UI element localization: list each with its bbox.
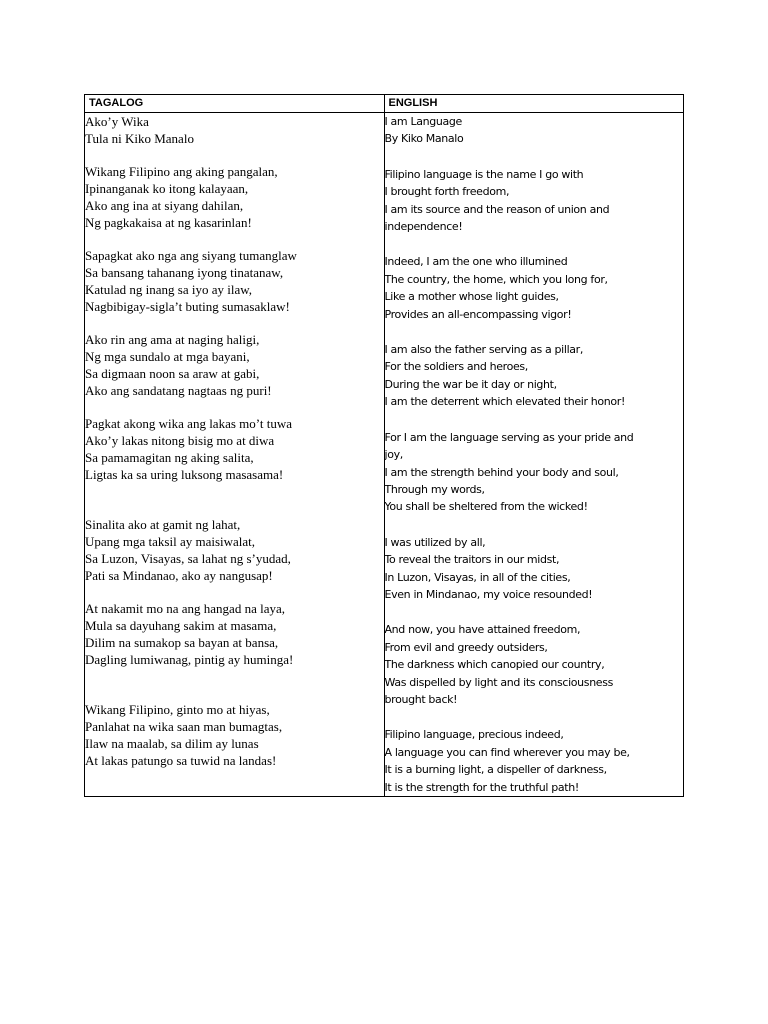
poem-line: Sapagkat ako nga ang siyang tumanglaw	[85, 248, 297, 263]
tagalog-stanza	[85, 163, 384, 231]
poem-line: Sinalita ako at gamit ng lahat,	[85, 517, 241, 532]
poem-line: Mula sa dayuhang sakim at masama,	[85, 618, 277, 633]
english-stanza	[385, 253, 684, 323]
poem-line: For I am the language serving as your pride and	[384, 430, 634, 444]
tagalog-stanza	[85, 516, 384, 584]
english-stanza	[385, 726, 684, 796]
tagalog-stanza	[85, 331, 384, 399]
poem-line: A language you can find wherever you may be,	[384, 745, 630, 759]
tagalog-stanza	[85, 415, 384, 483]
poem-line: Dagling lumiwanag, pintig ay huminga!	[85, 652, 294, 667]
poem-line: You shall be sheltered from the wicked!	[384, 500, 588, 514]
poem-line: I am also the father serving as a pillar,	[384, 343, 583, 357]
header-tagalog: TAGALOG	[85, 95, 385, 113]
poem-line: Upang mga taksil ay maisiwalat,	[85, 534, 256, 549]
poem-line: Ilaw na maalab, sa dilim ay lunas	[85, 736, 259, 751]
poem-line: The country, the home, which you long for,	[384, 272, 608, 286]
poem-line: Indeed, I am the one who illumined	[384, 255, 568, 269]
poem-line: It is a burning light, a dispeller of darkness,	[384, 763, 607, 777]
poem-line: Filipino language is the name I go with	[384, 167, 584, 181]
header-row	[85, 95, 684, 113]
poem-line: Sa Luzon, Visayas, sa lahat ng s’yudad,	[85, 551, 291, 566]
tagalog-stanza	[85, 600, 384, 668]
poem-line: From evil and greedy outsiders,	[384, 640, 548, 654]
poem-line: Ako ang sandatang nagtaas ng puri!	[85, 383, 272, 398]
poem-line: Ako’y lakas nitong bisig mo at diwa	[85, 433, 275, 448]
poem-line: Like a mother whose light guides,	[384, 290, 559, 304]
poem-line: For the soldiers and heroes,	[384, 360, 528, 374]
poem-line: I am the strength behind your body and soul,	[384, 465, 619, 479]
poem-line: Pati sa Mindanao, ako ay nangusap!	[85, 568, 273, 583]
english-stanza	[385, 341, 684, 411]
english-stanza	[385, 166, 684, 236]
poem-line: During the war be it day or night,	[384, 377, 557, 391]
poem-row	[85, 113, 684, 797]
poem-line: Wikang Filipino, ginto mo at hiyas,	[85, 702, 270, 717]
poem-line: Through my words,	[384, 482, 485, 496]
poem-translation-table	[84, 94, 684, 797]
english-stanza	[385, 534, 684, 604]
english-stanza	[385, 429, 684, 516]
poem-line: Ligtas ka sa uring luksong masasama!	[85, 467, 284, 482]
poem-line: Dilim na sumakop sa bayan at bansa,	[85, 635, 279, 650]
poem-line: Sa pamamagitan ng aking salita,	[85, 450, 254, 465]
poem-line: And now, you have attained freedom,	[384, 623, 581, 637]
poem-line: Ako rin ang ama at naging haligi,	[85, 332, 260, 347]
english-column	[384, 113, 684, 797]
poem-line: Even in Mindanao, my voice resounded!	[384, 587, 593, 601]
poem-line: Katulad ng inang sa iyo ay ilaw,	[85, 282, 253, 297]
tagalog-stanza	[85, 247, 384, 315]
poem-line: Ng mga sundalo at mga bayani,	[85, 349, 250, 364]
poem-line: Sa bansang tahanang iyong tinatanaw,	[85, 265, 284, 280]
tagalog-stanza	[85, 701, 384, 769]
poem-line: joy,	[384, 448, 403, 462]
english-stanza	[385, 621, 684, 708]
poem-line: Wikang Filipino ang aking pangalan,	[85, 164, 278, 179]
tagalog-column	[85, 113, 385, 797]
poem-line: At nakamit mo na ang hangad na laya,	[85, 601, 285, 616]
english-title: I am Language	[384, 115, 462, 128]
poem-line: It is the strength for the truthful path!	[384, 780, 579, 794]
poem-line: independence!	[384, 220, 463, 234]
english-byline: By Kiko Manalo	[384, 132, 464, 146]
poem-line: Ako ang ina at siyang dahilan,	[85, 198, 244, 213]
poem-line: Provides an all-encompassing vigor!	[384, 307, 572, 321]
poem-line: Filipino language, precious indeed,	[384, 728, 564, 742]
poem-line: Sa digmaan noon sa araw at gabi,	[85, 366, 260, 381]
poem-line: In Luzon, Visayas, in all of the cities,	[384, 570, 571, 584]
poem-line: I brought forth freedom,	[384, 185, 510, 199]
poem-line: The darkness which canopied our country,	[384, 658, 605, 672]
poem-line: I am its source and the reason of union and	[384, 202, 610, 216]
poem-line: Pagkat akong wika ang lakas mo’t tuwa	[85, 416, 292, 431]
tagalog-title: Ako’y Wika	[85, 114, 149, 129]
poem-line: Ipinanganak ko itong kalayaan,	[85, 181, 249, 196]
poem-line: I am the deterrent which elevated their honor!	[384, 395, 626, 409]
poem-line: brought back!	[384, 692, 458, 706]
tagalog-byline: Tula ni Kiko Manalo	[85, 131, 194, 146]
poem-line: Ng pagkakaisa at ng kasarinlan!	[85, 215, 252, 230]
poem-line: I was utilized by all,	[384, 535, 486, 549]
poem-line: Nagbibigay-sigla’t buting sumasaklaw!	[85, 299, 290, 314]
header-english: ENGLISH	[384, 95, 684, 113]
poem-line: Panlahat na wika saan man bumagtas,	[85, 719, 283, 734]
poem-line: At lakas patungo sa tuwid na landas!	[85, 753, 277, 768]
poem-line: To reveal the traitors in our midst,	[384, 553, 560, 567]
poem-line: Was dispelled by light and its consciousness	[384, 675, 613, 689]
